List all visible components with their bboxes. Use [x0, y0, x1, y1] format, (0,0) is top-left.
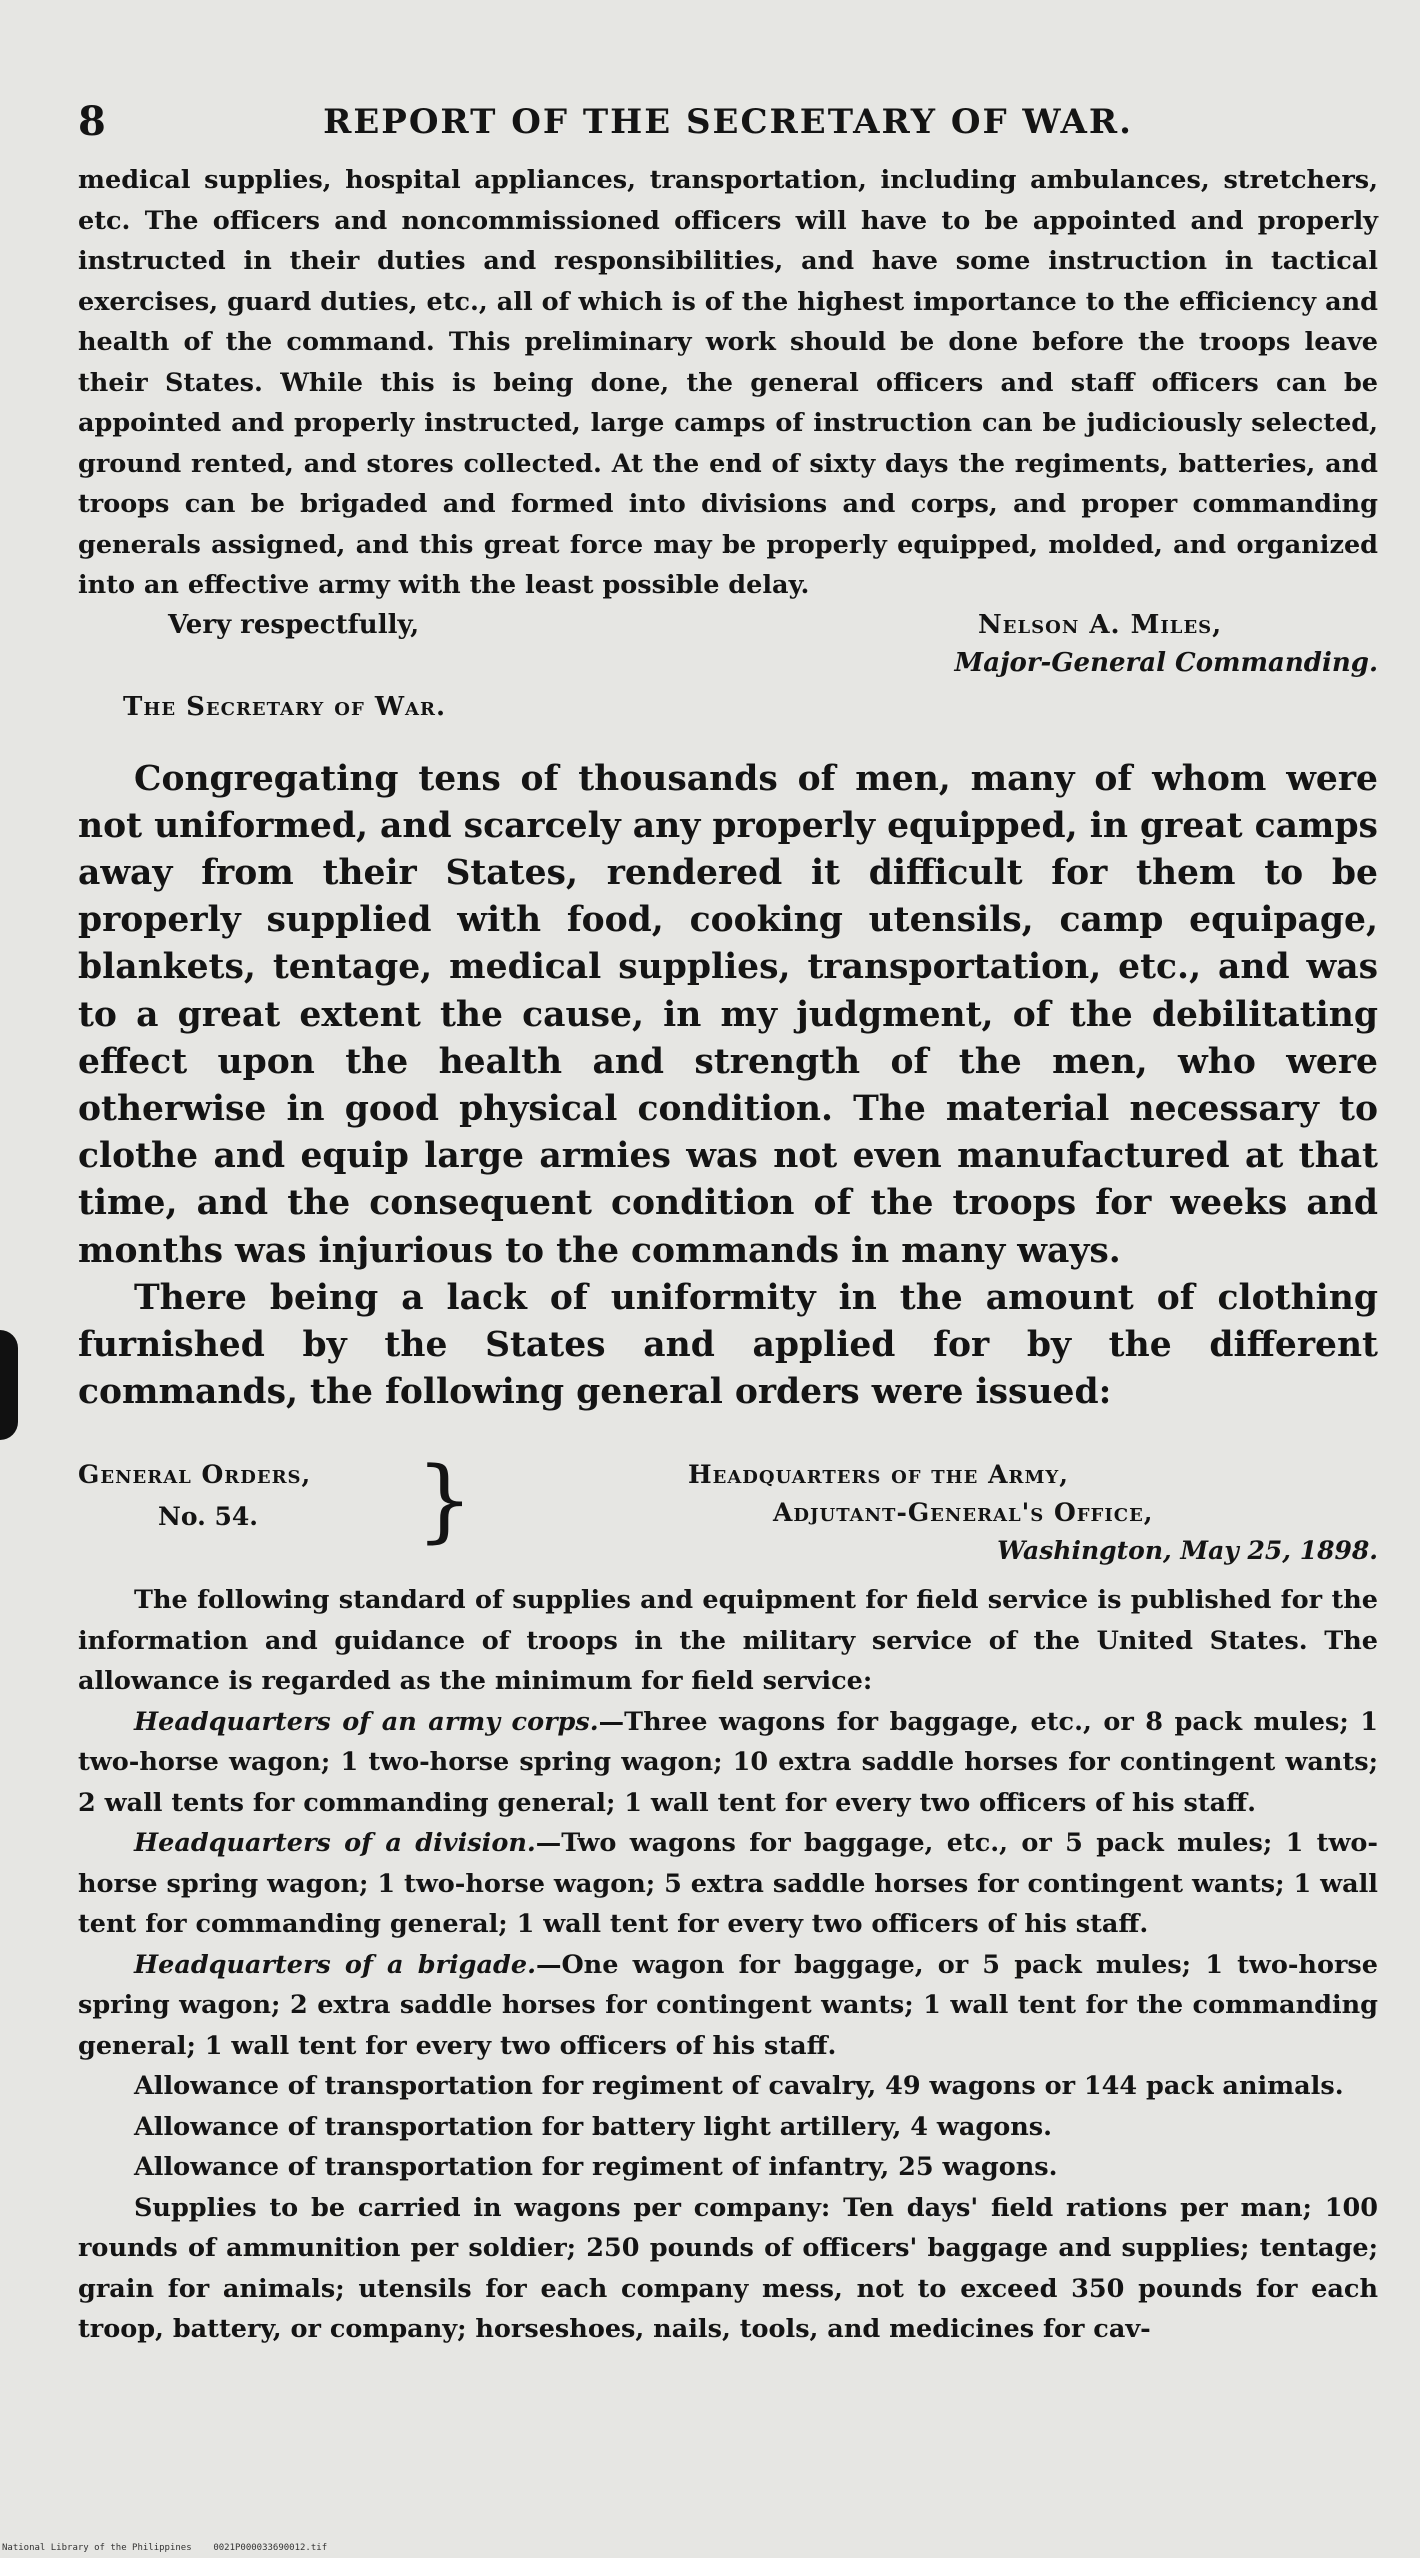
allowance-artillery: Allowance of transportation for battery light artillery, 4 wagons.: [134, 2111, 1053, 2142]
order-item-text: —One wagon for baggage, or 5 pack mules; 1 two-horse spring wagon; 2 extra saddle horses for contingent wants; 1 wall tent for the commanding general; 1 wall tent for every two officers of his staff.: [78, 1949, 1378, 2061]
general-orders-heading: [78, 1448, 1378, 1580]
allowance-cavalry: Allowance of transportation for regiment of cavalry, 49 wagons or 144 pack animals.: [134, 2071, 1344, 2102]
addressee: The Secretary of War.: [123, 691, 446, 722]
signature-name: Nelson A. Miles,: [978, 609, 1223, 640]
scan-shadow: [0, 1330, 18, 1440]
page-number: 8: [78, 98, 108, 145]
order-item-brigade: [78, 1945, 1378, 2067]
brace-mark: }: [416, 1448, 474, 1554]
supplies-paragraph: Supplies to be carried in wagons per company: Ten days' field rations per man; 100 rounds of ammunition per soldier; 250 pounds of officers' baggage and supplies; tentage; grain for animals; utensils for each company mess, not to exceed 350 pounds for each troop, battery, or company; horseshoes, nails, tools, and medicines for cav-: [78, 2192, 1378, 2345]
headquarters-line-2: Adjutant-General's Office,: [773, 1498, 1154, 1528]
signature-block: [78, 606, 1378, 686]
order-intro: The following standard of supplies and equipment for field service is published for the information and guidance of troops in the military service of the United States. The allowance is regarded as the minimum for field service:: [78, 1585, 1378, 1697]
running-title: REPORT OF THE SECRETARY OF WAR.: [323, 102, 1133, 142]
letter-paragraph: medical supplies, hospital appliances, transportation, including ambulances, stretchers, etc. The officers and noncommissioned officers will have to be appointed and properly instructed in their duties and responsibilities, and have some instruction in tactical exercises, guard duties, etc., all of which is of the highest importance to the efficiency and health of the command. This preliminary work should be done before the troops leave their States. While this is being done, the general officers and staff officers can be appointed and properly instructed, large camps of instruction can be judiciously selected, ground rented, and stores collected. At the end of sixty days the regiments, batteries, and troops can be brigaded and formed into divisions and corps, and proper commanding generals assigned, and this great force may be properly equipped, molded, and organized into an effective army with the least possible delay.: [78, 165, 1378, 600]
scan-footer: National Library of the Philippines 0021P000033690012.tif: [2, 2543, 328, 2553]
order-item-text: —Two wagons for baggage, etc., or 5 pack mules; 1 two-horse spring wagon; 1 two-horse wagon; 5 extra saddle horses for contingent wants; 1 wall tent for commanding general; 1 wall tent for every two officers of his staff.: [78, 1828, 1378, 1940]
general-orders-number: No. 54.: [158, 1502, 258, 1532]
headquarters-line-3: Washington, May 25, 1898.: [997, 1536, 1378, 1566]
general-orders-label: General Orders,: [78, 1460, 312, 1490]
allowance-infantry: Allowance of transportation for regiment of infantry, 25 wagons.: [134, 2152, 1058, 2183]
letter-closing: Very respectfully,: [168, 609, 420, 640]
order-item-division: [78, 1823, 1378, 1945]
headquarters-line-1: Headquarters of the Army,: [688, 1460, 1069, 1490]
body-paragraph-1: Congregating tens of thousands of men, many of whom were not uniformed, and scarcely any properly equipped, in great camps away from their States, rendered it difficult for them to be properly supplied with food, cooking utensils, camp equipage, blankets, tentage, medical supplies, transportation, etc., and was to a great extent the cause, in my judgment, of the debilitating effect upon the health and strength of the men, who were otherwise in good physical condition. The material necessary to clothe and equip large armies was not even manufactured at that time, and the consequent condition of the troops for weeks and months was injurious to the commands in many ways.: [78, 758, 1378, 1271]
body-paragraph-2: There being a lack of uniformity in the amount of clothing furnished by the States and applied for by the different commands, the following general orders were issued:: [78, 1277, 1378, 1413]
document-page: [78, 98, 1378, 2350]
headquarters-block: [678, 1456, 1378, 1570]
order-item-heading: Headquarters of a division.: [134, 1828, 536, 1859]
order-item-text: —Three wagons for baggage, etc., or 8 pack mules; 1 two-horse wagon; 1 two-horse spring wagon; 10 extra saddle horses for contingent wants; 2 wall tents for commanding general; 1 wall tent for every two officers of his staff.: [78, 1706, 1378, 1818]
signature-title: Major-General Commanding.: [954, 647, 1378, 678]
order-item-heading: Headquarters of an army corps.: [134, 1706, 599, 1737]
order-item-corps: [78, 1702, 1378, 1824]
order-item-heading: Headquarters of a brigade.: [134, 1949, 536, 1980]
page-header: [78, 98, 1378, 160]
